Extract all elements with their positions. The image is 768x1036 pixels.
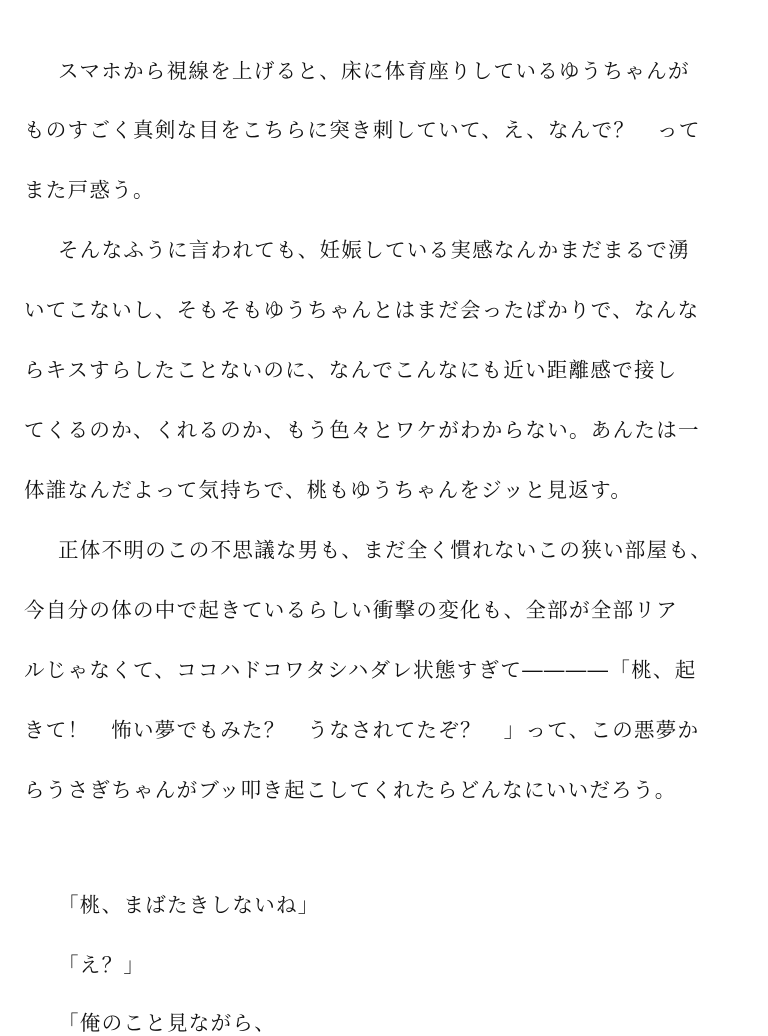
dialogue-line-1: 「桃、まばたきしないね」 <box>58 893 320 917</box>
text-line-2: ものすごく真剣な目をこちらに突き刺していて、え、なんで？ って <box>24 118 701 142</box>
text-line-5: いてこないし、そもそもゆうちゃんとはまだ会ったばかりで、なんな <box>24 298 700 322</box>
dialogue-line-2: 「え？」 <box>58 953 146 977</box>
text-line-10: 今自分の体の中で起きているらしい衝撃の変化も、全部が全部リア <box>24 598 678 622</box>
dialogue-line-3: 「俺のこと見ながら、 <box>58 1011 276 1035</box>
text-line-3: また戸惑う。 <box>24 178 155 202</box>
text-line-7: てくるのか、くれるのか、もう色々とワケがわからない。あんたは一 <box>24 418 700 442</box>
text-line-13: らうさぎちゃんがブッ叩き起こしてくれたらどんなにいいだろう。 <box>24 778 677 802</box>
text-line-11: ルじゃなくて、ココハドコワタシハダレ状態すぎて――――「桃、起 <box>24 658 697 682</box>
text-line-1: スマホから視線を上げると、床に体育座りしているゆうちゃんが <box>58 59 690 83</box>
text-line-6: らキスすらしたことないのに、なんでこんなにも近い距離感で接し <box>24 358 678 382</box>
text-line-9: 正体不明のこの不思議な男も、まだ全く慣れないこの狭い部屋も、 <box>58 538 712 562</box>
text-line-8: 体誰なんだよって気持ちで、桃もゆうちゃんをジッと見返す。 <box>24 478 633 502</box>
text-line-4: そんなふうに言われても、妊娠している実感なんかまだまるで湧 <box>58 238 690 262</box>
text-line-12: きて！ 怖い夢でもみた？ うなされてたぞ？ 」って、この悪夢か <box>24 718 700 742</box>
